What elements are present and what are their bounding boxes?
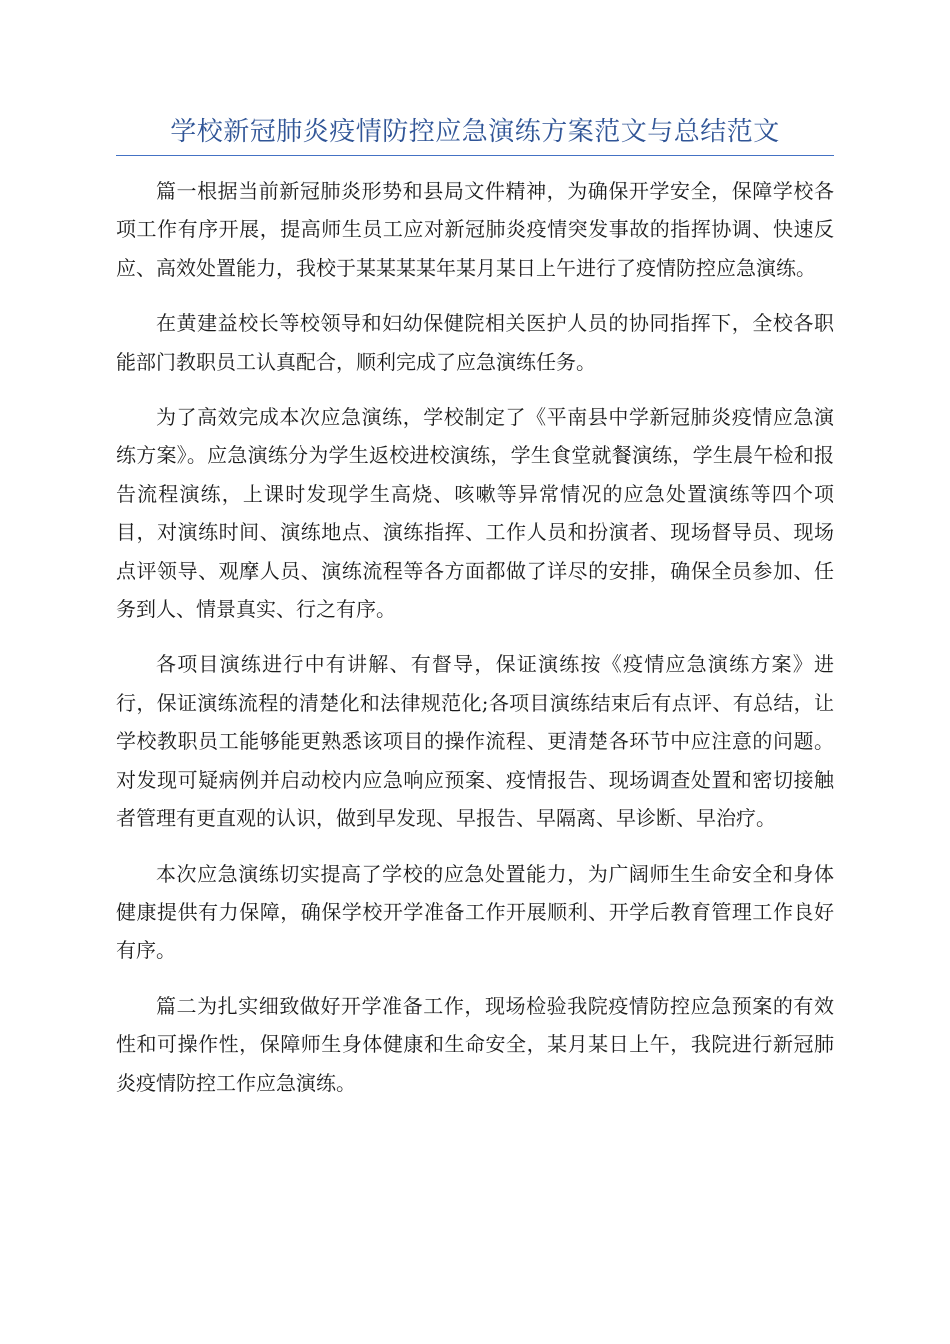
document-title: 学校新冠肺炎疫情防控应急演练方案范文与总结范文 (170, 117, 780, 147)
document-body (116, 172, 834, 1119)
paragraph-3: 为了高效完成本次应急演练，学校制定了《平南县中学新冠肺炎疫情应急演练方案》。应急演练分为学生返校进校演练，学生食堂就餐演练，学生晨午检和报告流程演练，上课时发现学生高烧、咳嗽等异常情况的应急处置演练等四个项目，对演练时间、演练地点、演练指挥、工作人员和扮演者、现场督导员、现场点评领导、观摩人员、演练流程等各方面都做了详尽的安排，确保全员参加、任务到人、情景真实、行之有序。 (116, 405, 834, 622)
title-underline (116, 155, 834, 156)
paragraph-1: 篇一根据当前新冠肺炎形势和县局文件精神，为确保开学安全，保障学校各项工作有序开展，提高师生员工应对新冠肺炎疫情突发事故的指挥协调、快速反应、高效处置能力，我校于某某某某年某月某日上午进行了疫情防控应急演练。 (116, 179, 834, 280)
paragraph-6: 篇二为扎实细致做好开学准备工作，现场检验我院疫情防控应急预案的有效性和可操作性，保障师生身体健康和生命安全，某月某日上午，我院进行新冠肺炎疫情防控工作应急演练。 (116, 993, 834, 1095)
paragraph-4: 各项目演练进行中有讲解、有督导，保证演练按《疫情应急演练方案》进行，保证演练流程的清楚化和法律规范化;各项目演练结束后有点评、有总结，让学校教职员工能够能更熟悉该项目的操作流程、更清楚各环节中应注意的问题。对发现可疑病例并启动校内应急响应预案、疫情报告、现场调查处置和密切接触者管理有更直观的认识，做到早发现、早报告、早隔离、早诊断、早治疗。 (116, 652, 834, 831)
paragraph-2: 在黄建益校长等校领导和妇幼保健院相关医护人员的协同指挥下，全校各职能部门教职员工认真配合，顺利完成了应急演练任务。 (116, 311, 834, 374)
paragraph-5: 本次应急演练切实提高了学校的应急处置能力，为广阔师生生命安全和身体健康提供有力保障，确保学校开学准备工作开展顺利、开学后教育管理工作良好有序。 (116, 861, 834, 963)
